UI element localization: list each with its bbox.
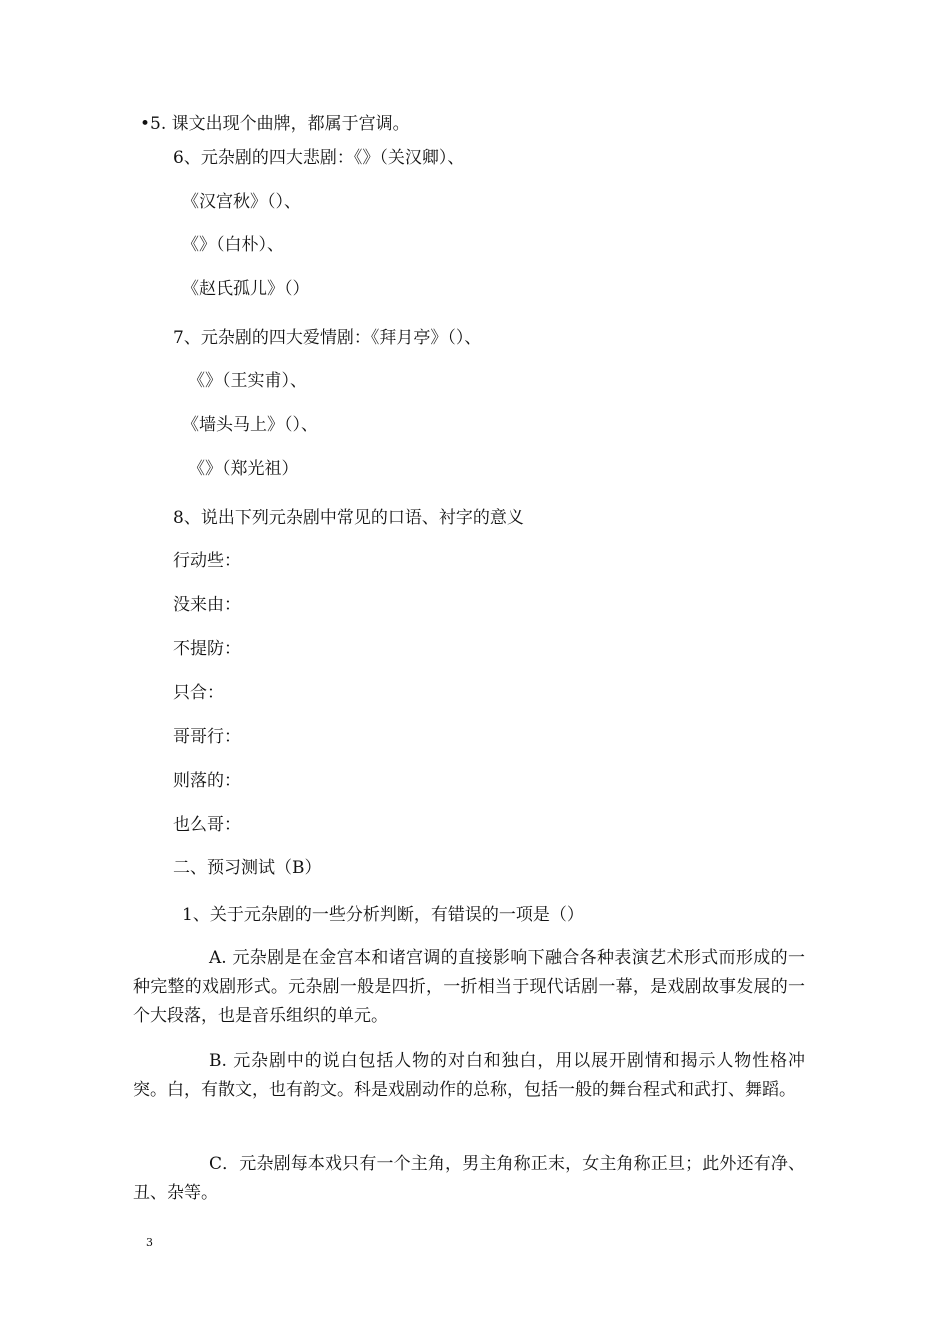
option-a-text: A. 元杂剧是在金宫本和诸宫调的直接影响下融合各种表演艺术形式而形成的一种完整的戏剧形式。元杂剧一般是四折，一折相当于现代话剧一幕，是戏剧故事发展的一个大段落，也是音乐组织的单元。 bbox=[133, 948, 805, 1026]
option-b bbox=[133, 1047, 805, 1105]
question-8-item: 则落的： bbox=[173, 771, 241, 791]
question-5: •5. 课文出现个曲牌，都属于宫调。 bbox=[140, 114, 410, 134]
question-8-item: 只合： bbox=[173, 683, 224, 703]
question-8-item: 也么哥： bbox=[173, 815, 241, 835]
option-b-text: B. 元杂剧中的说白包括人物的对白和独白，用以展开剧情和揭示人物性格冲突。白，有散文，也有韵文。科是戏剧动作的总称，包括一般的舞台程式和武打、舞蹈。 bbox=[133, 1051, 805, 1100]
question-8-item: 哥哥行： bbox=[173, 727, 241, 747]
question-6-item: 《赵氏孤儿》（） bbox=[182, 279, 310, 299]
option-c bbox=[133, 1150, 805, 1208]
question-7-item: 《墙头马上》（）、 bbox=[182, 415, 318, 435]
question-7-item: 《》（王实甫）、 bbox=[188, 371, 307, 391]
question-6-item: 《汉宫秋》（）、 bbox=[182, 192, 301, 212]
option-c-text: C．元杂剧每本戏只有一个主角，男主角称正末，女主角称正旦；此外还有净、丑、杂等。 bbox=[133, 1154, 805, 1203]
question-8-item: 没来由： bbox=[173, 595, 241, 615]
section-2-question-1: 1、关于元杂剧的一些分析判断，有错误的一项是（） bbox=[182, 905, 584, 925]
question-8-title: 8、说出下列元杂剧中常见的口语、衬字的意义 bbox=[173, 508, 524, 528]
question-7-item: 《》（郑光祖） bbox=[188, 459, 299, 479]
question-7-title: 7、元杂剧的四大爱情剧：《拜月亭》（）、 bbox=[173, 328, 482, 348]
question-8-item: 行动些： bbox=[173, 551, 241, 571]
question-6-title: 6、元杂剧的四大悲剧：《》（关汉卿）、 bbox=[173, 148, 465, 168]
page-number: 3 bbox=[146, 1236, 153, 1249]
option-a bbox=[133, 944, 805, 1031]
section-2-title: 二、预习测试（B） bbox=[173, 858, 322, 878]
question-6-item: 《》（白朴）、 bbox=[182, 235, 284, 255]
question-8-item: 不提防： bbox=[173, 639, 241, 659]
